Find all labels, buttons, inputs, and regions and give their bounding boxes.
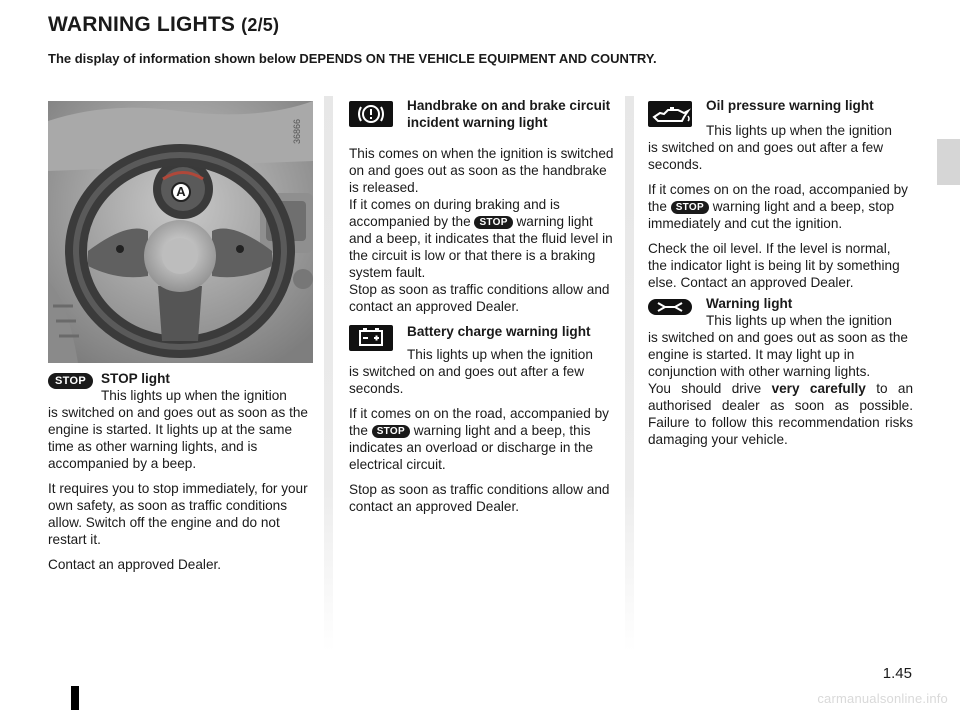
battery-line1: This lights up when the ignition xyxy=(407,347,593,362)
steering-wheel-illustration xyxy=(48,101,313,363)
photo-reference-code: 36866 xyxy=(292,118,302,144)
column-divider-left xyxy=(324,96,333,652)
watermark: carmanualsonline.info xyxy=(817,691,948,706)
wrench-title: Warning light xyxy=(706,296,793,311)
column-divider-right xyxy=(625,96,634,652)
battery-desc: is switched on and goes out after a few seconds. xyxy=(349,364,585,396)
stop-light-desc: is switched on and goes out as soon as the engine is started. It lights up at the same time as other warning lights, and is accompanied by a beep. xyxy=(48,405,308,471)
battery-warning-icon xyxy=(349,325,393,351)
stop-icon: STOP xyxy=(48,372,93,389)
page-subtitle: The display of information shown below DEPENDS ON THE VEHICLE EQUIPMENT AND COUNTRY. xyxy=(48,51,657,66)
battery-p3: Stop as soon as traffic conditions allow and contact an approved Dealer. xyxy=(349,482,610,514)
oil-desc: is switched on and goes out after a few seconds. xyxy=(648,140,884,172)
wrench-line1: This lights up when the ignition xyxy=(706,313,892,328)
oil-p2: If it comes on on the road, accompanied by the STOP warning light and a beep, stop immediately and cut the ignition. xyxy=(648,182,908,231)
title-text: WARNING LIGHTS xyxy=(48,13,236,36)
stop-light-title: STOP light xyxy=(100,371,170,386)
title-suffix: (2/5) xyxy=(241,15,280,35)
stop-icon: STOP xyxy=(474,216,512,229)
handbrake-warning-icon xyxy=(349,101,393,127)
battery-p2: If it comes on on the road, accompanied by the STOP warning light and a beep, this indicates an overload or discharge in the electrical circuit. xyxy=(349,406,609,472)
section-tab-marker xyxy=(937,139,960,185)
wrench-desc: is switched on and goes out as soon as the engine is started. It may light up in conjunction with other warning lights. xyxy=(648,330,908,379)
stop-icon: STOP xyxy=(671,201,709,214)
handbrake-p1: This comes on when the ignition is switched on and goes out as soon as the handbrake is released. xyxy=(349,146,614,195)
marker-a: A xyxy=(171,182,191,202)
dashboard-photo xyxy=(48,101,313,363)
column-2 xyxy=(349,97,614,523)
stop-light-p2: It requires you to stop immediately, for your own safety, as soon as traffic conditions allow. Switch off the engine and do not restart it. xyxy=(48,481,308,547)
oil-p3: Check the oil level. If the level is normal, the indicator light is being lit by something else. Contact an approved Dealer. xyxy=(648,241,900,290)
wrench-warning-icon xyxy=(648,299,692,319)
handbrake-title: Handbrake on and brake circuit incident warning light xyxy=(407,98,611,130)
column-3 xyxy=(648,97,913,456)
page-number: 1.45 xyxy=(882,665,912,682)
oil-title: Oil pressure warning light xyxy=(706,98,874,113)
handbrake-p3: Stop as soon as traffic conditions allow and contact an approved Dealer. xyxy=(349,282,610,314)
page-title xyxy=(48,13,279,37)
battery-title: Battery charge warning light xyxy=(407,324,591,339)
stop-icon: STOP xyxy=(372,425,410,438)
handbrake-p2: If it comes on during braking and is accompanied by the STOP warning light and a beep, it indicates that the fluid level in the circuit is low or that there is a braking system fault. xyxy=(349,197,613,280)
wrench-p2: You should drive very carefully to an authorised dealer as soon as possible. Failure to follow this recommendation risks damaging your vehicle. xyxy=(648,381,914,447)
corner-mark xyxy=(71,686,79,710)
column-1 xyxy=(48,370,313,581)
stop-light-p3: Contact an approved Dealer. xyxy=(48,557,222,572)
oil-line1: This lights up when the ignition xyxy=(706,123,892,138)
oil-pressure-icon xyxy=(648,101,692,127)
stop-light-line1: This lights up when the ignition xyxy=(100,388,287,403)
